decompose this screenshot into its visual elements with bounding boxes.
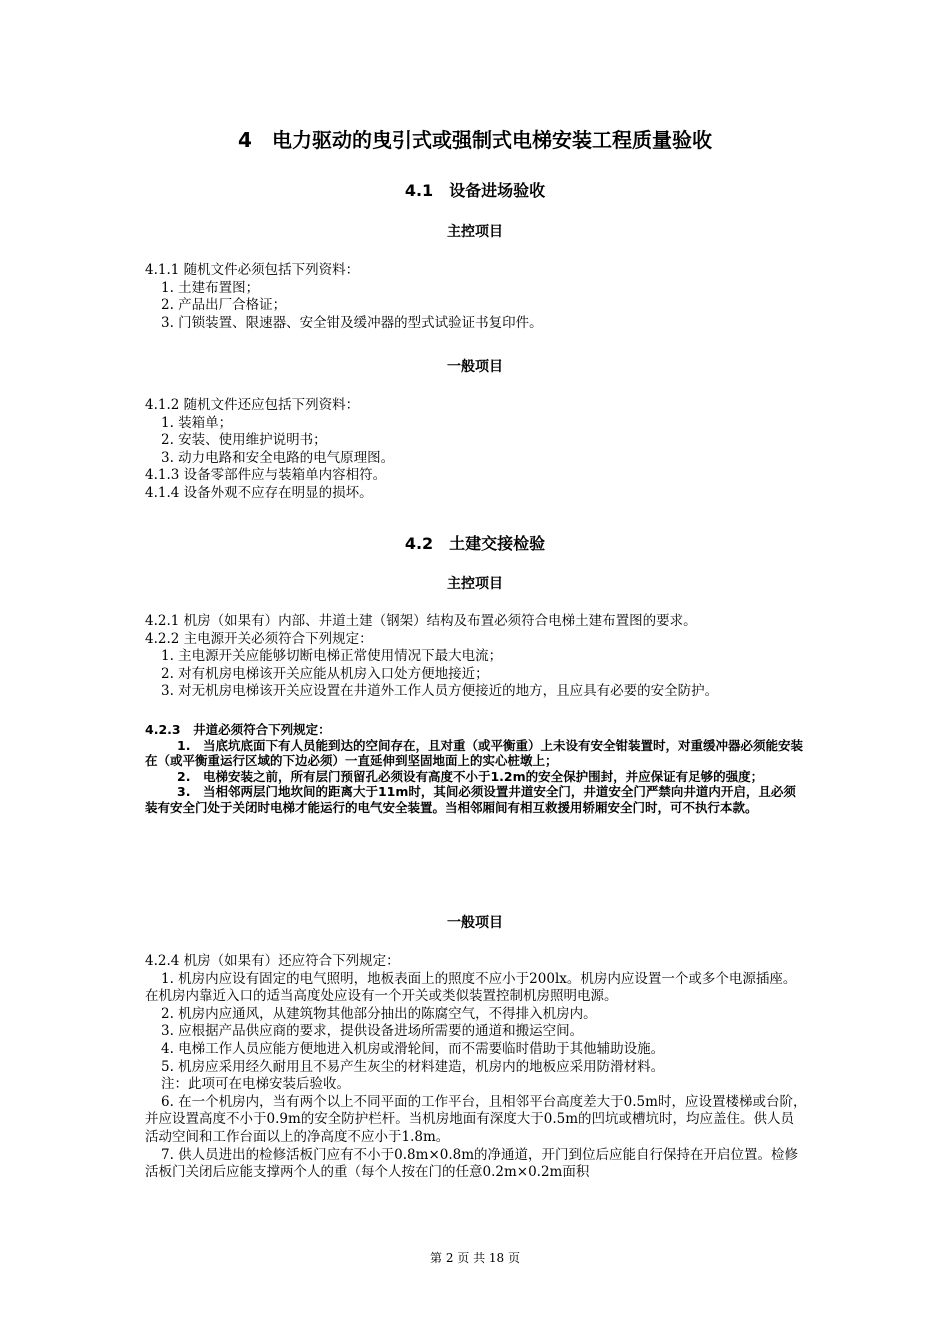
list-item: 1. 土建布置图； (161, 279, 260, 296)
general-items-heading: 一般项目 (447, 915, 503, 931)
section-4-1-heading: 4.1 设备进场验收 (404, 181, 546, 200)
list-item: 1. 当底坑底面下有人员能到达的空间存在，且对重（或平衡重）上未设有安全钳装置时，对重缓冲器必须能安装在（或平衡重运行区域的下边必须）一直延伸到坚固地面上的实心桩墩上； (145, 737, 803, 769)
list-item: 1. 主电源开关应能够切断电梯正常使用情况下最大电流； (161, 648, 503, 665)
clause-4-1-2: 4.1.2 随机文件还应包括下列资料： (145, 397, 360, 413)
list-item: 7. 供人员进出的检修活板门应有不小于0.8m×0.8m的净通道，开门到位后应能自行保持在开启位置。检修活板门关闭后应能支撑两个人的重（每个人按在门的任意0.2m×0.2m面积 (145, 1146, 799, 1181)
list-item: 3. 门锁装置、限速器、安全钳及缓冲器的型式试验证书复印件。 (161, 314, 543, 331)
list-item: 2. 安装、使用维护说明书； (161, 432, 327, 449)
list-item: 6. 在一个机房内，当有两个以上不同平面的工作平台，且相邻平台高度差大于0.5m时，应设置楼梯或台阶，并应设置高度不小于0.9m的安全防护栏杆。当机房地面有深度大于0.5m的凹坑或槽坑时，均应盖住。供人员活动空间和工作台面以上的净高度不应小于1.8m。 (145, 1093, 807, 1145)
clause-4-1-4: 4.1.4 设备外观不应存在明显的损坏。 (145, 484, 373, 501)
section-4-2-heading: 4.2 土建交接检验 (404, 534, 546, 553)
list-item: 5. 机房应采用经久耐用且不易产生灰尘的材料建造，机房内的地板应采用防滑材料。 (161, 1058, 665, 1075)
clause-4-2-4: 4.2.4 机房（如果有）还应符合下列规定： (145, 953, 400, 969)
list-item: 1. 装箱单； (161, 414, 233, 431)
section-4-1-main-items (145, 262, 807, 332)
clause-4-2-1: 4.2.1 机房（如果有）内部、井道土建（钢架）结构及布置必须符合电梯土建布置图的要求。 (145, 613, 697, 629)
clause-4-1-3: 4.1.3 设备零部件应与装箱单内容相符。 (145, 467, 387, 484)
list-item: 1. 机房内应设有固定的电气照明，地板表面上的照度不应小于200lx。机房内应设置一个或多个电源插座。在机房内靠近入口的适当高度处应设有一个开关或类似装置控制机房照明电源。 (145, 970, 797, 1005)
section-4-2-general-items (145, 953, 807, 1182)
list-item: 3. 当相邻两层门地坎间的距离大于11m时，其间必须设置井道安全门，井道安全门严禁向井道内开启，且必须装有安全门处于关闭时电梯才能运行的电气安全装置。当相邻厢间有相互救援用轿厢安全门时，可不执行本款。 (145, 784, 796, 815)
list-item: 3. 对无机房电梯该开关应设置在井道外工作人员方便接近的地方，且应具有必要的安全防护。 (161, 683, 719, 700)
clause-4-1-1: 4.1.1 随机文件必须包括下列资料： (145, 262, 360, 278)
chapter-title: 4 电力驱动的曳引式或强制式电梯安装工程质量验收 (238, 128, 712, 152)
general-items-heading: 一般项目 (447, 359, 503, 375)
list-item: 2. 产品出厂合格证； (161, 297, 287, 314)
clause-4-2-2: 4.2.2 主电源开关必须符合下列规定： (145, 630, 373, 647)
section-4-2-main-items (145, 613, 807, 701)
note: 注：此项可在电梯安装后验收。 (161, 1076, 350, 1093)
list-item: 2. 机房内应通风，从建筑物其他部分抽出的陈腐空气，不得排入机房内。 (161, 1005, 597, 1022)
list-item: 4. 电梯工作人员应能方便地进入机房或滑轮间，而不需要临时借助于其他辅助设施。 (161, 1040, 665, 1057)
main-items-heading: 主控项目 (447, 576, 503, 592)
main-items-heading: 主控项目 (447, 224, 503, 240)
list-item: 2. 电梯安装之前，所有层门预留孔必须设有高度不小于1.2m的安全保护围封，并应保证有足够的强度； (177, 768, 764, 784)
list-item: 2. 对有机房电梯该开关应能从机房入口处方便地接近； (161, 665, 489, 682)
list-item: 3. 动力电路和安全电路的电气原理图。 (161, 449, 395, 466)
clause-4-2-3: 4.2.3 井道必须符合下列规定： (145, 722, 331, 737)
list-item: 3. 应根据产品供应商的要求，提供设备进场所需要的通道和搬运空间。 (161, 1023, 584, 1040)
clause-4-2-3-mandatory (145, 722, 807, 816)
page-footer: 第 2 页 共 18 页 (430, 1251, 520, 1265)
section-4-1-general-items (145, 397, 807, 503)
